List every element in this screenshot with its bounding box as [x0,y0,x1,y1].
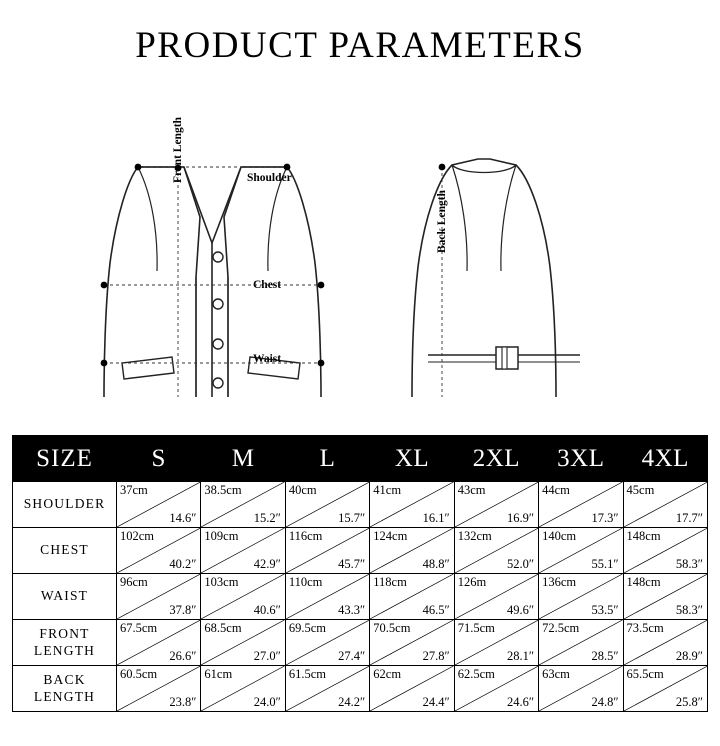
value-cm: 67.5cm [120,621,158,635]
cell-shoulder-4xl [623,482,707,528]
value-inch: 45.7″ [338,557,366,571]
value-cm: 65.5cm [626,667,664,681]
cell-front-length-xl [370,620,454,666]
cell-chest-4xl [623,528,707,574]
value-inch: 24.4″ [422,695,450,709]
value-cm: 110cm [288,575,323,589]
value-inch: 25.8″ [675,695,703,709]
size-chart-table [12,435,708,712]
value-cm: 103cm [204,575,239,589]
cell-chest-3xl [539,528,623,574]
cell-back-length-2xl [454,666,538,712]
value-inch: 37.8″ [169,603,197,617]
value-inch: 16.1″ [422,511,450,525]
value-inch: 42.9″ [253,557,281,571]
cell-shoulder-l [285,482,369,528]
header-size-xl: XL [370,436,454,482]
value-inch: 28.5″ [591,649,619,663]
cell-shoulder-s [117,482,201,528]
value-cm: 37cm [120,483,148,497]
value-inch: 49.6″ [507,603,535,617]
value-cm: 71.5cm [457,621,495,635]
cell-chest-m [201,528,285,574]
value-inch: 55.1″ [591,557,619,571]
row-label-line-1: FRONT [39,625,90,641]
value-cm: 140cm [542,529,577,543]
value-inch: 58.3″ [675,603,703,617]
row-label-line-1: BACK [43,671,86,687]
value-cm: 62cm [373,667,402,681]
label-shoulder: Shoulder [247,171,292,184]
header-size-l: L [285,436,369,482]
value-cm: 45cm [626,483,655,497]
label-chest: Chest [253,278,282,291]
value-inch: 24.2″ [338,695,366,709]
value-inch: 58.3″ [675,557,703,571]
page-title: PRODUCT PARAMETERS [135,25,585,66]
value-cm: 40cm [288,483,317,497]
cell-waist-xl [370,574,454,620]
row-label-line-2: LENGTH [33,688,96,704]
header-size: SIZE [13,436,117,482]
cell-front-length-s [117,620,201,666]
label-waist: Waist [253,352,282,365]
value-inch: 17.3″ [591,511,619,525]
cell-front-length-3xl [539,620,623,666]
vest-diagram [0,67,720,397]
value-inch: 43.3″ [338,603,366,617]
cell-shoulder-3xl [539,482,623,528]
header-size-4xl: 4XL [623,436,707,482]
cell-front-length-l [285,620,369,666]
table-row [13,482,708,528]
value-cm: 116cm [288,529,323,543]
value-cm: 109cm [204,529,239,543]
value-cm: 126m [457,575,487,589]
value-inch: 24.0″ [253,695,281,709]
value-inch: 27.0″ [253,649,281,663]
value-inch: 28.9″ [675,649,703,663]
value-cm: 41cm [373,483,402,497]
cell-chest-l [285,528,369,574]
cell-shoulder-2xl [454,482,538,528]
value-inch: 23.8″ [169,695,197,709]
cell-waist-4xl [623,574,707,620]
cell-back-length-s [117,666,201,712]
label-back-length: Back Length [436,189,448,253]
value-inch: 16.9″ [507,511,535,525]
value-inch: 26.6″ [169,649,197,663]
value-inch: 27.4″ [338,649,366,663]
cell-waist-3xl [539,574,623,620]
cell-back-length-m [201,666,285,712]
table-row [13,620,708,666]
row-label-waist: WAIST [13,574,117,620]
value-inch: 27.8″ [422,649,450,663]
row-label-chest: CHEST [13,528,117,574]
value-cm: 136cm [542,575,577,589]
value-inch: 53.5″ [591,603,619,617]
table-row [13,574,708,620]
value-cm: 102cm [120,529,155,543]
value-inch: 24.8″ [591,695,619,709]
table-header-row [13,436,708,482]
cell-back-length-4xl [623,666,707,712]
row-label-shoulder: SHOULDER [13,482,117,528]
value-cm: 61.5cm [288,667,326,681]
value-inch: 40.6″ [253,603,281,617]
value-cm: 118cm [373,575,407,589]
header-size-s: S [117,436,201,482]
cell-waist-l [285,574,369,620]
value-cm: 96cm [120,575,148,589]
value-cm: 148cm [626,575,661,589]
cell-chest-2xl [454,528,538,574]
value-cm: 70.5cm [373,621,411,635]
value-inch: 24.6″ [507,695,535,709]
header-size-3xl: 3XL [539,436,623,482]
value-cm: 148cm [626,529,661,543]
button-row [213,252,223,397]
label-front-length: Front Length [172,116,184,183]
row-label-front-length [13,620,117,666]
value-cm: 44cm [542,483,570,497]
value-cm: 61cm [204,667,233,681]
row-label-back-length [13,666,117,712]
cell-waist-2xl [454,574,538,620]
cell-waist-m [201,574,285,620]
cell-chest-xl [370,528,454,574]
value-cm: 132cm [457,529,492,543]
cell-front-length-4xl [623,620,707,666]
value-cm: 73.5cm [626,621,664,635]
value-inch: 40.2″ [169,557,197,571]
value-cm: 62.5cm [457,667,495,681]
value-inch: 48.8″ [422,557,450,571]
table-row [13,528,708,574]
cell-chest-s [117,528,201,574]
value-cm: 43cm [457,483,486,497]
value-cm: 124cm [373,529,408,543]
value-inch: 15.7″ [338,511,366,525]
cell-back-length-xl [370,666,454,712]
value-inch: 17.7″ [675,511,703,525]
table-row [13,666,708,712]
value-cm: 60.5cm [120,667,158,681]
value-inch: 14.6″ [169,511,197,525]
header-size-2xl: 2XL [454,436,538,482]
cell-front-length-m [201,620,285,666]
value-inch: 28.1″ [507,649,535,663]
cell-shoulder-xl [370,482,454,528]
vest-illustration [0,67,720,397]
value-inch: 46.5″ [422,603,450,617]
cell-back-length-3xl [539,666,623,712]
cell-back-length-l [285,666,369,712]
value-cm: 38.5cm [204,483,242,497]
value-inch: 52.0″ [507,557,535,571]
value-cm: 68.5cm [204,621,242,635]
header-size-m: M [201,436,285,482]
value-cm: 63cm [542,667,570,681]
value-cm: 69.5cm [288,621,326,635]
cell-shoulder-m [201,482,285,528]
cell-waist-s [117,574,201,620]
row-label-line-2: LENGTH [33,642,96,658]
value-cm: 72.5cm [542,621,580,635]
value-inch: 15.2″ [253,511,281,525]
cell-front-length-2xl [454,620,538,666]
